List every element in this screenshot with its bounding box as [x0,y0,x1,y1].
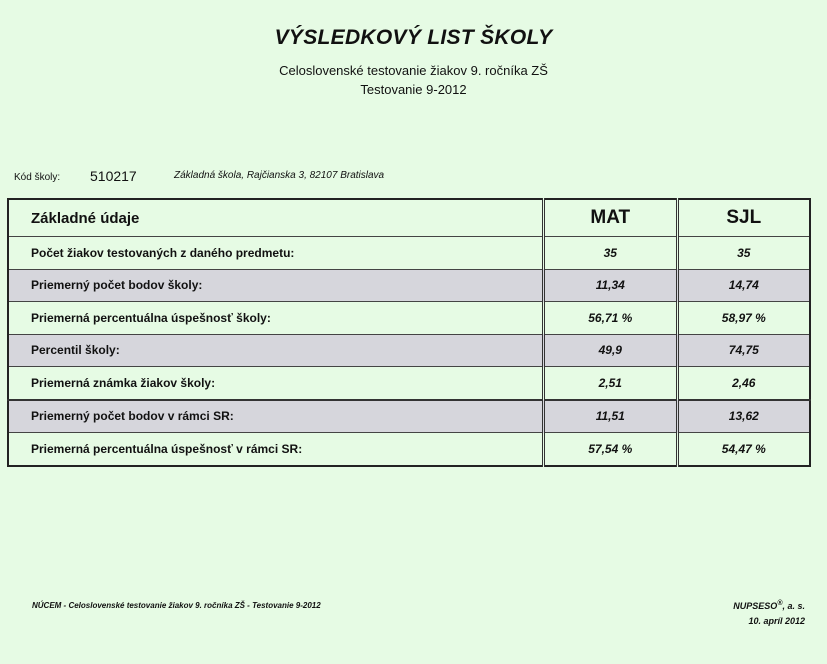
header-sjl: SJL [677,199,810,237]
table-row [8,400,810,433]
row-label: Počet žiakov testovaných z daného predmetu: [8,237,543,270]
row-mat-value: 2,51 [543,367,677,400]
row-label: Priemerná percentuálna úspešnosť v rámci SR: [8,433,543,466]
table-row [8,237,810,270]
row-sjl-value: 54,47 % [677,433,810,466]
row-sjl-value: 35 [677,237,810,270]
footer-source: NÚCEM - Celoslovenské testovanie žiakov 9. ročníka ZŠ - Testovanie 9-2012 [32,601,321,610]
footer-company: NUPSESO [733,601,778,611]
subtitle-line: Celoslovenské testovanie žiakov 9. ročníka ZŠ [279,63,548,78]
test-name-line: Testovanie 9-2012 [360,82,467,97]
school-name: Základná škola, Rajčianska 3, 82107 Bratislava [174,170,385,181]
row-label: Priemerný počet bodov v rámci SR: [8,400,543,433]
page-title: VÝSLEDKOVÝ LIST ŠKOLY [274,26,553,49]
row-mat-value: 49,9 [543,334,677,367]
school-info [14,168,814,188]
row-label: Priemerný počet bodov školy: [8,269,543,302]
header-mat: MAT [543,199,677,237]
row-label: Percentil školy: [8,334,543,367]
row-sjl-value: 58,97 % [677,302,810,335]
row-label: Priemerná percentuálna úspešnosť školy: [8,302,543,335]
header-label: Základné údaje [8,199,543,237]
table-row [8,433,810,466]
registered-mark: ® [777,600,783,607]
row-sjl-value: 2,46 [677,367,810,400]
footer-company-line [733,596,805,614]
row-label: Priemerná známka žiakov školy: [8,367,543,400]
row-mat-value: 56,71 % [543,302,677,335]
row-sjl-value: 14,74 [677,269,810,302]
school-code-label: Kód školy: [14,172,61,183]
row-mat-value: 57,54 % [543,433,677,466]
school-code: 510217 [90,168,137,184]
footer-issuer [733,596,805,629]
table-row [8,269,810,302]
footer-company-suffix: , a. s. [782,601,805,611]
row-mat-value: 11,51 [543,400,677,433]
table-header-row [8,199,810,237]
footer-date: 10. apríl 2012 [748,616,805,626]
row-mat-value: 35 [543,237,677,270]
row-sjl-value: 74,75 [677,334,810,367]
row-mat-value: 11,34 [543,269,677,302]
table-row [8,367,810,400]
results-table [7,198,811,467]
page-subtitle [0,61,827,99]
table-row [8,334,810,367]
table-row [8,302,810,335]
row-sjl-value: 13,62 [677,400,810,433]
